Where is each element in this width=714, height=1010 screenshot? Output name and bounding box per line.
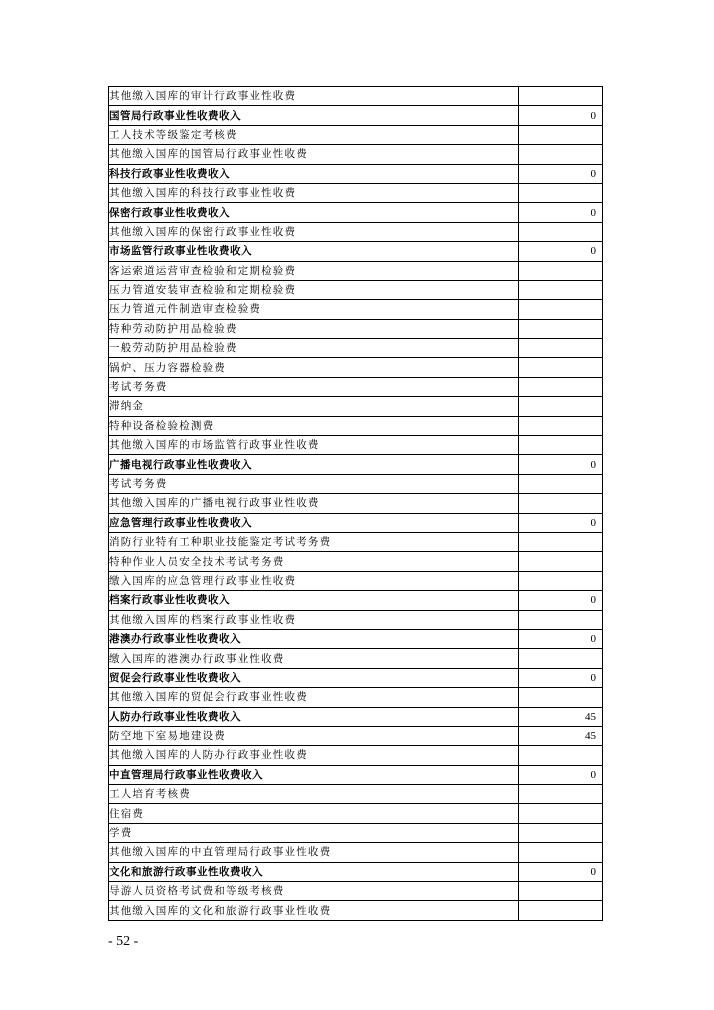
amount-cell [519,532,603,551]
table-row [109,280,603,299]
table-row [109,397,603,416]
table-body [109,87,603,921]
amount-cell [519,358,603,377]
amount-cell [519,261,603,280]
category-row [109,106,603,125]
amount-cell [519,436,603,455]
amount-cell [519,416,603,435]
page-number: - 52 - [108,934,139,949]
category-row [109,513,603,532]
category-name-cell: 市场监管行政事业性收费收入 [109,242,519,261]
table-row [109,746,603,765]
item-name-cell: 特种劳动防护用品检验费 [109,319,519,338]
amount-cell [519,339,603,358]
item-name-cell: 锅炉、压力容器检验费 [109,358,519,377]
category-name-cell: 保密行政事业性收费收入 [109,203,519,222]
table-row [109,125,603,144]
item-name-cell: 其他缴入国库的广播电视行政事业性收费 [109,494,519,513]
item-name-cell: 考试考务费 [109,474,519,493]
item-name-cell: 其他缴入国库的贸促会行政事业性收费 [109,688,519,707]
item-name-cell: 其他缴入国库的审计行政事业性收费 [109,87,519,106]
category-row [109,668,603,687]
amount-cell: 0 [519,106,603,125]
amount-cell: 0 [519,629,603,648]
amount-cell [519,571,603,590]
item-name-cell: 压力管道安装审查检验和定期检验费 [109,280,519,299]
item-name-cell: 其他缴入国库的中直管理局行政事业性收费 [109,843,519,862]
item-name-cell: 考试考务费 [109,377,519,396]
category-row [109,591,603,610]
amount-cell [519,688,603,707]
item-name-cell: 缴入国库的应急管理行政事业性收费 [109,571,519,590]
table-row [109,300,603,319]
amount-cell [519,804,603,823]
category-row [109,707,603,726]
item-name-cell: 防空地下室易地建设费 [109,726,519,745]
category-name-cell: 广播电视行政事业性收费收入 [109,455,519,474]
table-row [109,87,603,106]
table-row [109,785,603,804]
amount-cell [519,319,603,338]
table-row [109,901,603,920]
table-row [109,222,603,241]
table-row [109,532,603,551]
item-name-cell: 压力管道元件制造审查检验费 [109,300,519,319]
amount-cell [519,397,603,416]
amount-cell: 45 [519,726,603,745]
item-name-cell: 缴入国库的港澳办行政事业性收费 [109,649,519,668]
amount-cell [519,610,603,629]
amount-cell: 0 [519,242,603,261]
category-name-cell: 贸促会行政事业性收费收入 [109,668,519,687]
table-row [109,882,603,901]
category-row [109,164,603,183]
item-name-cell: 滞纳金 [109,397,519,416]
amount-cell [519,901,603,920]
item-name-cell: 其他缴入国库的市场监管行政事业性收费 [109,436,519,455]
table-row [109,649,603,668]
table-row [109,145,603,164]
amount-cell [519,222,603,241]
amount-cell [519,649,603,668]
category-name-cell: 港澳办行政事业性收费收入 [109,629,519,648]
table-row [109,261,603,280]
amount-cell [519,183,603,202]
table-row [109,804,603,823]
item-name-cell: 消防行业特有工种职业技能鉴定考试考务费 [109,532,519,551]
category-name-cell: 中直管理局行政事业性收费收入 [109,765,519,784]
item-name-cell: 其他缴入国库的保密行政事业性收费 [109,222,519,241]
amount-cell [519,823,603,842]
amount-cell: 0 [519,203,603,222]
amount-cell [519,474,603,493]
table-row [109,436,603,455]
item-name-cell: 客运索道运营审查检验和定期检验费 [109,261,519,280]
amount-cell [519,843,603,862]
item-name-cell: 工人技术等级鉴定考核费 [109,125,519,144]
item-name-cell: 导游人员资格考试费和等级考核费 [109,882,519,901]
amount-cell [519,552,603,571]
item-name-cell: 住宿费 [109,804,519,823]
item-name-cell: 其他缴入国库的科技行政事业性收费 [109,183,519,202]
table-row [109,319,603,338]
category-row [109,629,603,648]
category-name-cell: 科技行政事业性收费收入 [109,164,519,183]
item-name-cell: 其他缴入国库的文化和旅游行政事业性收费 [109,901,519,920]
item-name-cell: 学费 [109,823,519,842]
amount-cell [519,145,603,164]
amount-cell: 0 [519,513,603,532]
table-row [109,416,603,435]
category-name-cell: 人防办行政事业性收费收入 [109,707,519,726]
amount-cell: 0 [519,765,603,784]
item-name-cell: 工人培育考核费 [109,785,519,804]
item-name-cell: 特种作业人员安全技术考试考务费 [109,552,519,571]
category-name-cell: 应急管理行政事业性收费收入 [109,513,519,532]
amount-cell [519,882,603,901]
item-name-cell: 其他缴入国库的档案行政事业性收费 [109,610,519,629]
category-row [109,862,603,881]
table-row [109,688,603,707]
table-row [109,843,603,862]
amount-cell: 0 [519,591,603,610]
table-row [109,726,603,745]
table-row [109,610,603,629]
category-row [109,765,603,784]
item-name-cell: 其他缴入国库的人防办行政事业性收费 [109,746,519,765]
amount-cell [519,87,603,106]
category-name-cell: 档案行政事业性收费收入 [109,591,519,610]
budget-table [108,86,603,921]
item-name-cell: 一般劳动防护用品检验费 [109,339,519,358]
category-name-cell: 国管局行政事业性收费收入 [109,106,519,125]
category-name-cell: 文化和旅游行政事业性收费收入 [109,862,519,881]
amount-cell [519,746,603,765]
amount-cell: 0 [519,164,603,183]
table-row [109,823,603,842]
table-row [109,494,603,513]
table-row [109,474,603,493]
category-row [109,455,603,474]
amount-cell: 45 [519,707,603,726]
table-row [109,552,603,571]
table-row [109,339,603,358]
item-name-cell: 其他缴入国库的国管局行政事业性收费 [109,145,519,164]
table-row [109,183,603,202]
amount-cell: 0 [519,862,603,881]
amount-cell: 0 [519,455,603,474]
amount-cell [519,377,603,396]
table-row [109,571,603,590]
item-name-cell: 特种设备检验检测费 [109,416,519,435]
category-row [109,203,603,222]
table-row [109,358,603,377]
amount-cell: 0 [519,668,603,687]
amount-cell [519,125,603,144]
category-row [109,242,603,261]
amount-cell [519,300,603,319]
amount-cell [519,280,603,299]
amount-cell [519,785,603,804]
amount-cell [519,494,603,513]
table-row [109,377,603,396]
